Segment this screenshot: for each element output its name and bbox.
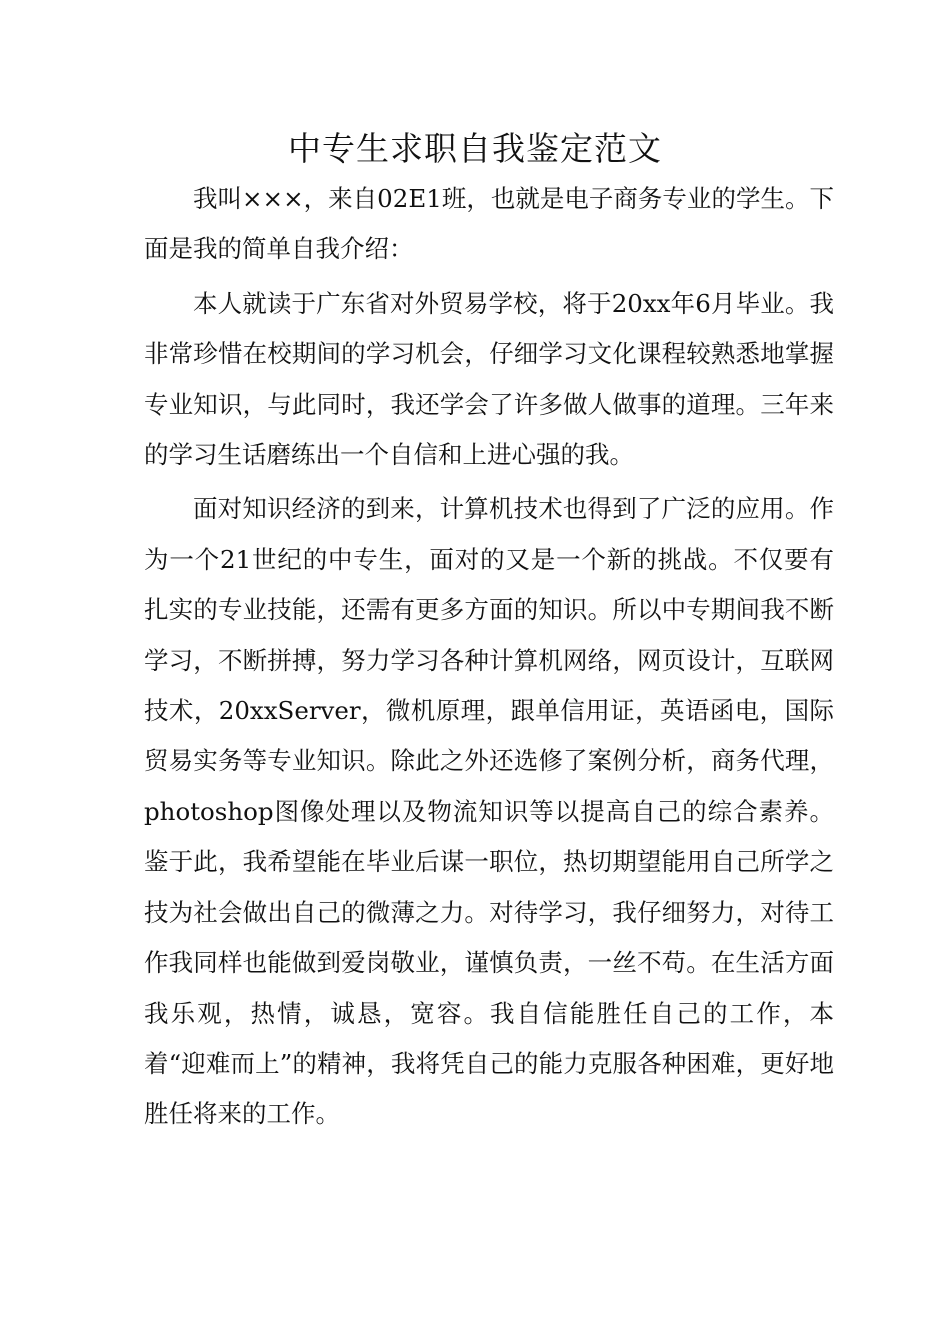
document-body [144,174,834,1140]
document-title: 中专生求职自我鉴定范文 [288,129,662,168]
paragraph-skills: 面对知识经济的到来，计算机技术也得到了广泛的应用。作为一个21世纪的中专生，面对的又是一个新的挑战。不仅要有扎实的专业技能，还需有更多方面的知识。所以中专期间我不断学习，不断拼搏，努力学习各种计算机网络，网页设计，互联网技术，20xxServer，微机原理，跟单信用证，英语函电，国际贸易实务等专业知识。除此之外还选修了案例分析，商务代理，photoshop图像处理以及物流知识等以提高自己的综合素养。鉴于此，我希望能在毕业后谋一职位，热切期望能用自己所学之技为社会做出自己的微薄之力。对待学习，我仔细努力，对待工作我同样也能做到爱岗敬业，谨慎负责，一丝不苟。在生活方面我乐观，热情，诚恳，宽容。我自信能胜任自己的工作，本着“迎难而上”的精神，我将凭自己的能力克服各种困难，更好地胜任将来的工作。 [144,494,834,1129]
paragraph-intro: 我叫×××，来自02E1班，也就是电子商务专业的学生。下面是我的简单自我介绍： [144,184,834,264]
paragraph-education: 本人就读于广东省对外贸易学校，将于20xx年6月毕业。我非常珍惜在校期间的学习机会，仔细学习文化课程较熟悉地掌握专业知识，与此同时，我还学会了许多做人做事的道理。三年来的学习生话磨练出一个自信和上进心强的我。 [144,288,834,470]
